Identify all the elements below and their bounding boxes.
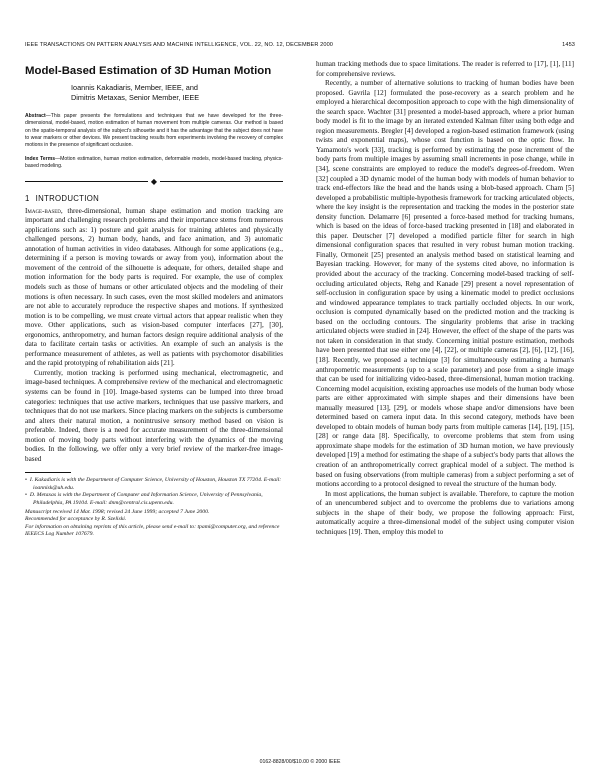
intro-paragraph-1: Image-based, three-dimensional, human shape estimation and motion tracking are important and challenging research problems and their importance stems from numerous applications such as: 1) posture and gait analysis for training athletes and physically challenged persons, 2) human body, hands, and face animation, and 3) automatic annotation of human activities in video databases. Although for some applications (e.g., determining if a person is moving towards or away from you), information about the movement of the centroid of the silhouette is adequate, for others, detailed shape and motion information for the body parts is required. For example, the use of complex models such as those of humans or other articulated objects and the modeling of their motions is often necessary. In such cases, even the most skilled modelers and animators are not able to accurately reproduce the respective shapes and motions. If synthesized motion is to be compelling, we must create virtual actors that appear realistic when they move. Other applications, such as vision-based computer interfaces [27], [30], ergonomics, anthropometry, and human factors design require additional analysis of the data to facilitate certain tasks or activities. An example of such an analysis is the performance measurement of athletes, as well as patients with psychomotor disabilities and the rapid prototyping of rehabilitation aids [21]. bbox=[25, 206, 283, 368]
lead-word: Image-based, bbox=[25, 206, 63, 215]
left-column bbox=[25, 60, 283, 539]
author-line-2: Dimitris Metaxas, Senior Member, IEEE bbox=[71, 92, 200, 102]
right-paragraph-3: In most applications, the human subject is available. Therefore, to capture the motion of an unencumbered subject and to overcome the problems due to variations among subjects in the shape of their body, we propose the following approach: First, automatically acquire a three-dimensional model of the subject using computer vision techniques [19]. Then, employ this model to bbox=[316, 489, 574, 536]
author-line-1: Ioannis Kakadiaris, Member, IEEE, and bbox=[71, 83, 198, 92]
copyright-line: 0162-8828/00/$10.00 © 2000 IEEE bbox=[259, 759, 341, 765]
footnote-manuscript: Manuscript received 14 Mar. 1998; revised 24 June 1999; accepted 7 June 2000. bbox=[25, 509, 210, 515]
index-terms bbox=[25, 156, 283, 170]
page-number: 1453 bbox=[562, 42, 575, 48]
section-title: INTRODUCTION bbox=[35, 193, 100, 203]
right-paragraph-1: human tracking methods due to space limitations. The reader is referred to [17], [1], [11] for comprehensive reviews. bbox=[316, 60, 574, 78]
running-header bbox=[25, 42, 575, 48]
right-paragraph-2: Recently, a number of alternative solutions to tracking of human bodies have been proposed. Gavrila [12] formulated the pose-recovery as a search problem and he employed a hierarchical decomposition approach to cope with the high dimensionality of the search space. Wachter [31] presented a model-based approach, where a prior human body model is fit to the image by an iterated extended Kalman filter using both edge and region measurements. Bregler [4] developed a region-based estimation framework (using twists and exponential maps), whose cost function is based on the optic flow. In Yamamoto's work [33], tracking is performed by estimating the pose increment of the body parts from multiple images by assuming small increments in pose change, while in [34], scene constraints are employed to reduce the model's degrees-of-freedom. Wren [32] coupled a 3D dynamic model of the human body with models of human behavior to track end-effectors like the head and the hands using a blob-based approach. Cham [5] developed a probabilistic multiple-hypothesis framework for tracking articulated objects, where the key insight is the representation and tracking the modes in the posterior state density function. Delamarre [6] presented a force-based method for tracking humans, which is based on the ideas of force-based tracking presented in [18] and elaborated in this paper. Deutscher [7] developed a modified particle filter for search in high dimensional configuration spaces that resulted in very robust human motion tracking. Finally, Ormoneit [25] presented an analysis method based on statistical learning and Bayesian tracking. However, for many of the systems cited above, no information is provided about the accuracy of the tracking. Concerning model-based tracking of self-occluding articulated objects, Rehg and Kanade [29] present a novel representation of self-occlusion in configuration space by using a kinematic model to predict occlusions and windowed appearance templates to track partially occluded objects. In our work, occlusion is computed dynamically based on the predicted motion and the tracking is based on the occluding contours. The singularity problems that arise in tracking articulated objects were studied in [24]. However, the effect of the shape of the parts was not taken in consideration in that study. Concerning initial posture estimation, methods have been presented that use either one [4], [22], or multiple cameras [2], [6], [12], [16], [18]. Recently, we proposed a technique [3] for simultaneously estimating a human's anthropometric measurements (up to a scale parameter) and pose from a single image that can be used for initializing video-based, three-dimensional, human motion tracking. Concerning model acquisition, existing approaches use models of the human body whose parts are either approximated with simple shapes and their dimensions have been manually measured [13], [29], or models whose shape and/or dimensions have been determined based on camera input data. In this second category, methods have been developed to obtain models of human body parts from multiple cameras [14], [19], [15], [28] or range data [8]. Specifically, to overcome problems that stem from using approximate shape models for the estimation of 3D human motion, we have previously developed [19] a method for estimating the shape of a subject's body parts that allows the creation of an anthropometrically correct graphical model of a subject. The method is based on fusing observations (from multiple cameras) from a subject performing a set of motions according to a protocol designed to reveal the structure of the human body. bbox=[316, 79, 574, 489]
section-number: 1 bbox=[25, 193, 30, 203]
paper-title: Model-Based Estimation of 3D Human Motion bbox=[25, 65, 272, 77]
footnote-recommended: Recommended for acceptance by R. Szeliski. bbox=[25, 516, 127, 523]
intro-paragraph-2: Currently, motion tracking is performed using mechanical, electromagnetic, and image-based techniques. A comprehensive review of the mechanical and electromagnetic systems can be found in [10]. Image-based systems can be lumped into three broad categories: techniques that use active markers, techniques that use passive markers, and techniques that do not use markers. Since placing markers on the subjects is cumbersome and alters their natural motion, a nonintrusive sensory method based on vision is preferable. Indeed, there is a need for accurate measurement of the three-dimensional motion of moving body parts without interfering with the dynamics of the moving bodies. In the following, we offer only a very brief review of the marker-free image-based bbox=[25, 368, 283, 463]
right-column bbox=[316, 60, 574, 537]
section-heading bbox=[25, 194, 283, 203]
section-divider bbox=[25, 178, 283, 186]
authors bbox=[25, 83, 283, 102]
footnotes bbox=[25, 477, 283, 538]
footnote-reprints: For information on obtaining reprints of this article, please send e-mail to: tpami@computer.org, and reference IEEECS Log Number 107679. bbox=[25, 523, 280, 538]
diamond-icon: ◆ bbox=[150, 176, 158, 186]
index-terms-label: Index Terms bbox=[25, 156, 56, 163]
journal-name: IEEE TRANSACTIONS ON PATTERN ANALYSIS AND MACHINE INTELLIGENCE, VOL. 22, NO. 12, DECEMBER 2000 bbox=[25, 42, 334, 48]
footnote-author-1: • I. Kakadiaris is with the Department of Computer Science, University of Houston, Houston TX 77204. E-mail: ioannisk@uh.edu. bbox=[25, 477, 282, 491]
intro-body bbox=[25, 207, 283, 465]
abstract-text: —This paper presents the formulations and techniques that we have developed for the three-dimensional, model-based, motion estimation of human movement from multiple cameras. Our method is based on the spatio-temporal analysis of the subject's silhouette and it has the advantage that the subject does not have to wear markers or other devices. We present tracking results from experiments involving the recovery of complex motions in the presence of significant occlusion. bbox=[25, 113, 283, 148]
abstract-label: Abstract bbox=[25, 113, 46, 120]
abstract bbox=[25, 113, 283, 149]
footnote-rule bbox=[25, 472, 71, 473]
footnote-author-2: • D. Metaxas is with the Department of Computer and Information Science, University of Pennsylvania, Philadelphia, PA 19104. E-mail: dnm@central.cis.upenn.edu. bbox=[25, 492, 263, 506]
index-terms-text: —Motion estimation, human motion estimation, deformable models, model-based tracking, physics-based modeling. bbox=[25, 156, 283, 170]
